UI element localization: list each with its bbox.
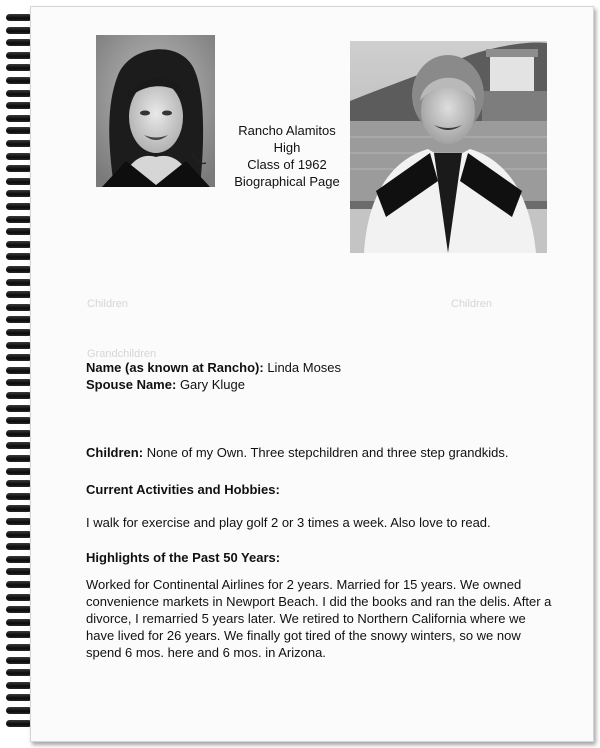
spiral-coil [6, 480, 32, 487]
yearbook-photo [96, 35, 215, 187]
bleed-through-text: Grandchildren [87, 348, 157, 360]
spiral-coil [6, 241, 32, 248]
spiral-coil [6, 720, 32, 727]
spiral-coil [6, 442, 32, 449]
spiral-coil [6, 694, 32, 701]
spiral-coil [6, 266, 32, 273]
spiral-coil [6, 631, 32, 638]
spiral-coil [6, 417, 32, 424]
spiral-coil [6, 27, 32, 34]
spiral-coil [6, 581, 32, 588]
bleed-through-text: Children [87, 298, 128, 310]
spiral-coil [6, 493, 32, 500]
children-section [86, 444, 508, 461]
spiral-coil [6, 153, 32, 160]
spiral-coil [6, 279, 32, 286]
name-value: Linda Moses [267, 360, 342, 375]
biography-page [30, 6, 594, 742]
spiral-coil [6, 430, 32, 437]
spiral-coil [6, 165, 32, 172]
name-label: Name (as known at Rancho): [86, 360, 264, 375]
spiral-coil [6, 543, 32, 550]
spiral-coil [6, 253, 32, 260]
spiral-coil [6, 203, 32, 210]
children-value: None of my Own. Three stepchildren and three step grandkids. [146, 445, 509, 460]
class-year: Class of 1962 [247, 157, 327, 172]
spiral-coil [6, 52, 32, 59]
children-label: Children: [86, 445, 144, 460]
activities-text: I walk for exercise and play golf 2 or 3 times a week. Also love to read. [86, 515, 491, 530]
spiral-coil [6, 102, 32, 109]
spiral-coil [6, 367, 32, 374]
spiral-coil [6, 606, 32, 613]
spiral-coil [6, 556, 32, 563]
spouse-label: Spouse Name: [86, 377, 177, 392]
activities-heading: Current Activities and Hobbies: [86, 482, 280, 497]
spiral-coil [6, 619, 32, 626]
spiral-coil [6, 39, 32, 46]
highlights-text: Worked for Continental Airlines for 2 years. Married for 15 years. We owned convenience markets in Newport Beach. I did the books and ran the delis. After a divorce, I remarried 5 years later. We retired to Northern California where we have lived for 26 years. We finally got tired of the snowy winters, so we now spend 6 mos. here and 6 mos. in Arizona. [86, 577, 552, 660]
spiral-coil [6, 657, 32, 664]
spiral-coil [6, 140, 32, 147]
spiral-coil [6, 392, 32, 399]
spiral-coil [6, 178, 32, 185]
spiral-coil [6, 77, 32, 84]
name-section [86, 359, 341, 393]
spiral-coil [6, 64, 32, 71]
spiral-coil [6, 405, 32, 412]
spiral-coil [6, 304, 32, 311]
spiral-coil [6, 14, 32, 21]
spiral-coil [6, 190, 32, 197]
spiral-coil [6, 468, 32, 475]
spiral-coil [6, 682, 32, 689]
spiral-coil [6, 342, 32, 349]
spiral-coil [6, 669, 32, 676]
school-heading [213, 122, 361, 190]
spiral-coil [6, 329, 32, 336]
spiral-coil [6, 707, 32, 714]
spiral-coil [6, 115, 32, 122]
spiral-coil [6, 594, 32, 601]
bleed-through-text: Children [451, 298, 492, 310]
spiral-coil [6, 505, 32, 512]
spiral-coil [6, 568, 32, 575]
highlights-heading: Highlights of the Past 50 Years: [86, 550, 281, 565]
spiral-coil [6, 228, 32, 235]
spiral-coil [6, 531, 32, 538]
spiral-coil [6, 291, 32, 298]
spiral-coil [6, 518, 32, 525]
spiral-coil [6, 379, 32, 386]
spiral-coil [6, 216, 32, 223]
spiral-coil [6, 127, 32, 134]
page-title: Biographical Page [234, 174, 340, 189]
spiral-coil [6, 455, 32, 462]
current-photo [350, 41, 547, 253]
school-name-suffix: High [273, 140, 301, 155]
spouse-value: Gary Kluge [179, 377, 245, 392]
spiral-coil [6, 644, 32, 651]
school-name: Rancho Alamitos [238, 123, 336, 138]
spiral-coil [6, 90, 32, 97]
spiral-coil [6, 316, 32, 323]
spiral-coil [6, 354, 32, 361]
